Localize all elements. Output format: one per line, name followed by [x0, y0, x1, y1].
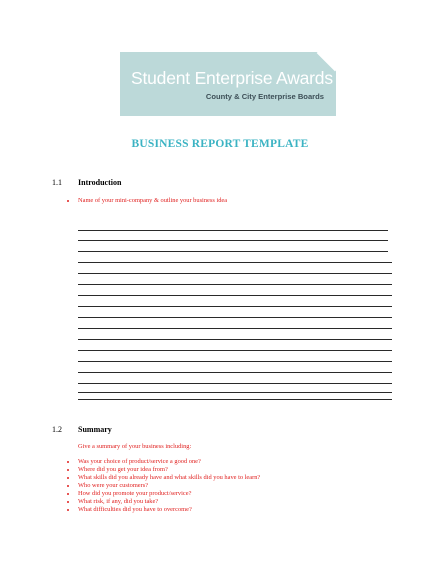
summary-prompt-list: [66, 458, 260, 514]
section-number-summary: 1.2: [52, 425, 62, 434]
banner-subtitle: County & City Enterprise Boards: [205, 92, 324, 101]
document-title: BUSINESS REPORT TEMPLATE: [131, 138, 309, 150]
writing-line: [78, 350, 392, 351]
list-item: Where did you get your idea from?: [66, 466, 260, 474]
writing-line: [78, 284, 392, 285]
writing-line: [78, 317, 392, 318]
list-item: Who were your customers?: [66, 482, 260, 490]
writing-line: [78, 399, 392, 400]
writing-line: [78, 328, 392, 329]
writing-line: [78, 339, 392, 340]
list-item: Name of your mini-company & outline your business idea: [66, 197, 227, 205]
writing-line: [78, 372, 392, 373]
list-item: What difficulties did you have to overcome?: [66, 506, 260, 514]
list-item: What risk, if any, did you take?: [66, 498, 260, 506]
writing-line: [78, 306, 392, 307]
writing-line: [78, 251, 388, 252]
writing-line: [78, 240, 388, 241]
section-heading-summary: Summary: [78, 425, 112, 434]
banner-title: Student Enterprise Awards: [131, 68, 333, 88]
writing-line: [78, 295, 392, 296]
section-heading-introduction: Introduction: [78, 178, 122, 187]
writing-line: [78, 230, 388, 231]
awards-banner-logo: [120, 52, 336, 116]
writing-line: [78, 262, 392, 263]
summary-intro-text: Give a summary of your business including:: [78, 443, 192, 450]
writing-line: [78, 273, 392, 274]
introduction-prompt-list: [66, 197, 227, 205]
writing-line: [78, 392, 392, 393]
section-number-introduction: 1.1: [52, 178, 62, 187]
writing-line: [78, 361, 392, 362]
list-item: Was your choice of product/service a good one?: [66, 458, 260, 466]
list-item: What skills did you already have and what skills did you have to learn?: [66, 474, 260, 482]
writing-line: [78, 383, 392, 384]
list-item: How did you promote your product/service?: [66, 490, 260, 498]
